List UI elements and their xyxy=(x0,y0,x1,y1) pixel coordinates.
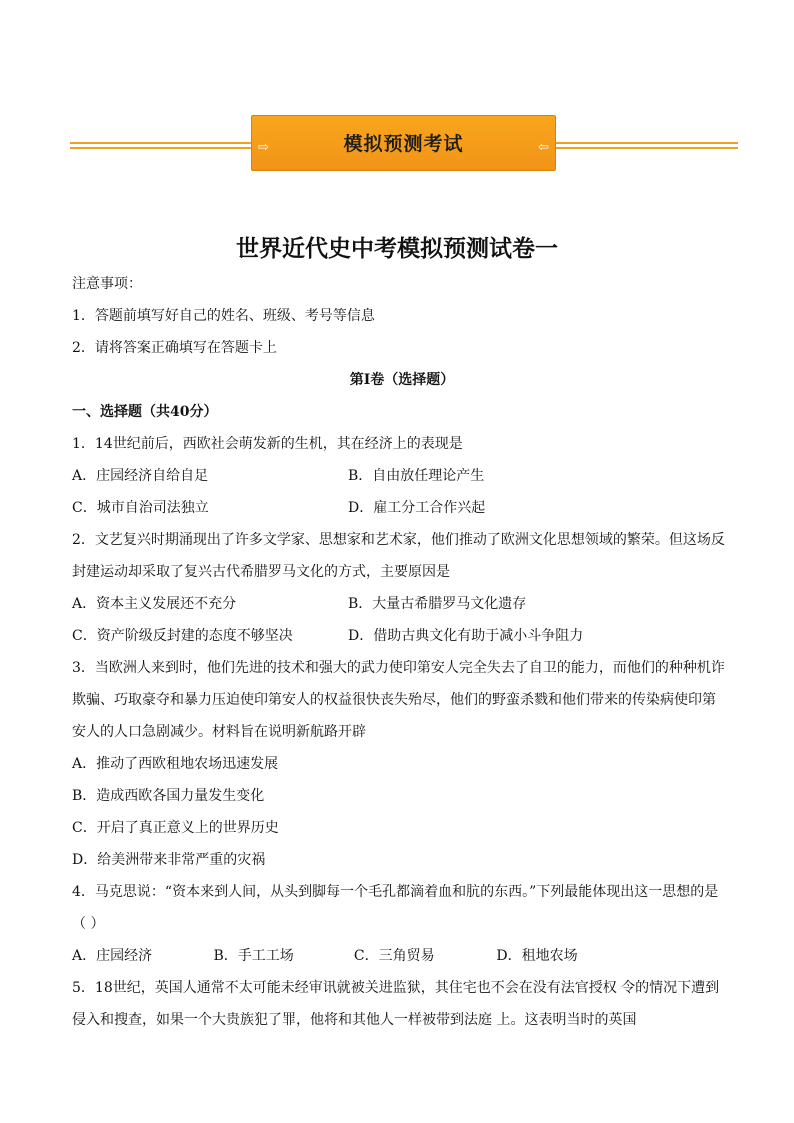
question-stem: 侵入和搜查，如果一个大贵族犯了罪，他将和其他人一样被带到法庭 上。这表明当时的英国 xyxy=(72,1012,637,1028)
option-a[interactable]: A．庄园经济 xyxy=(72,948,153,964)
notice-item: 2．请将答案正确填写在答题卡上 xyxy=(72,340,277,356)
question-stem: 4．马克思说：“资本来到人间，从头到脚每一个毛孔都滴着血和肮的东西。”下列最能体现出这一思想的是 xyxy=(72,884,719,900)
document-title: 世界近代史中考模拟预测试卷一 xyxy=(236,236,558,262)
option-a[interactable]: A．资本主义发展还不充分 xyxy=(72,596,237,612)
option-row xyxy=(72,620,732,652)
volume-heading: 第I卷（选择题） xyxy=(349,372,455,388)
option-a[interactable]: A．推动了西欧租地农场迅速发展 xyxy=(72,756,279,772)
option-c[interactable]: C．开启了真正意义上的世界历史 xyxy=(72,820,279,836)
right-rule-bottom xyxy=(556,147,738,149)
left-rule-top xyxy=(70,142,252,144)
right-rule-top xyxy=(556,142,738,144)
option-c[interactable]: C．城市自治司法独立 xyxy=(72,500,209,516)
question-stem: 欺骗、巧取豪夺和暴力压迫使印第安人的权益很快丧失殆尽，他们的野蛮杀戮和他们带来的传染病使印第 xyxy=(72,692,716,708)
option-b[interactable]: B．自由放任理论产生 xyxy=(348,468,485,484)
header-banner xyxy=(0,108,794,178)
question-stem: 安人的人口急剧减少。材料旨在说明新航路开辟 xyxy=(72,724,366,740)
option-row xyxy=(72,460,732,492)
option-c[interactable]: C．三角贸易 xyxy=(353,948,435,964)
left-rule-bottom xyxy=(70,147,252,149)
option-d[interactable]: D．租地农场 xyxy=(496,948,578,964)
option-c[interactable]: C．资产阶级反封建的态度不够坚决 xyxy=(72,628,293,644)
question-stem: （ ） xyxy=(72,916,105,932)
option-b[interactable]: B．手工工场 xyxy=(213,948,294,964)
document-body xyxy=(72,268,732,1036)
question-stem: 5．18世纪，英国人通常不太可能未经审讯就被关进监狱，其住宅也不会在没有法官授权 令的情况下遭到 xyxy=(72,980,720,996)
option-row xyxy=(72,940,732,972)
question-stem: 2．文艺复兴时期涌现出了许多文学家、思想家和艺术家，他们推动了欧洲文化思想领域的繁荣。但这场反 xyxy=(72,532,725,548)
section-heading: 一、选择题（共40分） xyxy=(72,404,218,420)
option-b[interactable]: B．造成西欧各国力量发生变化 xyxy=(72,788,265,804)
question-stem: 封建运动却采取了复兴古代希腊罗马文化的方式，主要原因是 xyxy=(72,564,450,580)
option-a[interactable]: A．庄园经济自给自足 xyxy=(72,468,209,484)
right-arrow-icon: ⇨ xyxy=(258,140,269,155)
banner-title: 模拟预测考试 xyxy=(343,133,464,155)
option-b[interactable]: B．大量古希腊罗马文化遗存 xyxy=(348,596,527,612)
option-d[interactable]: D．借助古典文化有助于减小斗争阻力 xyxy=(348,628,584,644)
option-row xyxy=(72,588,732,620)
option-d[interactable]: D．给美洲带来非常严重的灾祸 xyxy=(72,852,266,868)
option-row xyxy=(72,492,732,524)
question-stem: 3．当欧洲人来到时，他们先进的技术和强大的武力使印第安人完全失去了自卫的能力，而他们的种种机诈 xyxy=(72,660,725,676)
notice-heading: 注意事项： xyxy=(72,276,142,292)
question-stem: 1．14世纪前后，西欧社会萌发新的生机，其在经济上的表现是 xyxy=(72,436,463,452)
left-arrow-icon: ⇦ xyxy=(538,140,549,155)
option-d[interactable]: D．雇工分工合作兴起 xyxy=(348,500,486,516)
notice-item: 1．答题前填写好自己的姓名、班级、考号等信息 xyxy=(72,308,375,324)
banner-badge xyxy=(251,115,556,171)
